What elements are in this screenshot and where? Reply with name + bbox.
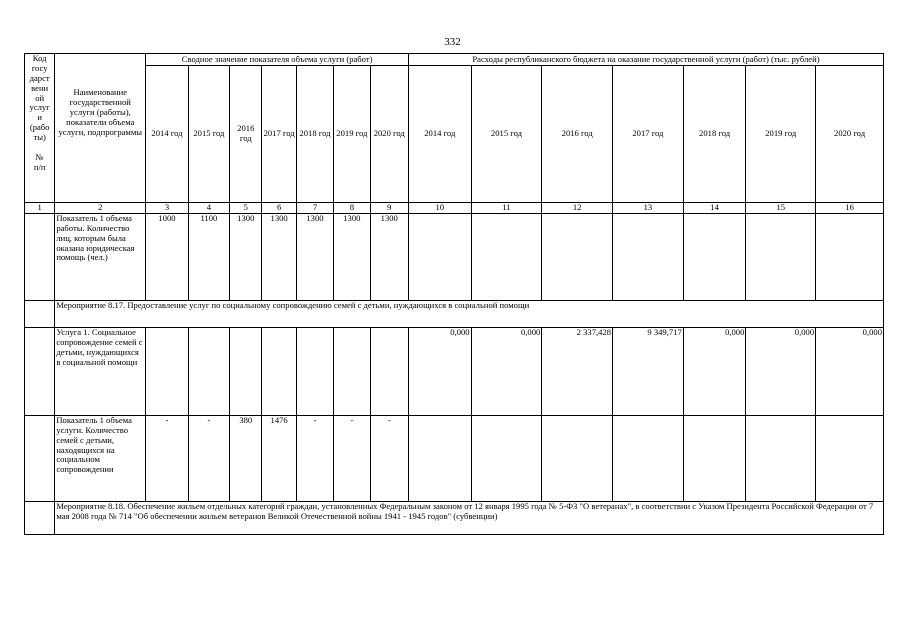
table-row [25, 415, 884, 501]
budget-cell [746, 415, 816, 501]
budget-cell: 0,000 [471, 327, 542, 415]
budget-cell [408, 415, 471, 501]
budget-cell [408, 213, 471, 300]
volume-cell: 1300 [334, 213, 370, 300]
volume-cell: - [296, 415, 333, 501]
year-volume-2016: 2016 год [230, 66, 262, 203]
col-num: 5 [230, 203, 262, 214]
col-num: 12 [542, 203, 613, 214]
volume-cell: 1300 [296, 213, 333, 300]
budget-cell [683, 213, 746, 300]
volume-cell: 380 [230, 415, 262, 501]
year-budget-2014: 2014 год [408, 66, 471, 203]
volume-cell: - [334, 415, 370, 501]
budget-cell: 0,000 [408, 327, 471, 415]
budget-cell [746, 213, 816, 300]
budget-cell: 0,000 [683, 327, 746, 415]
budget-cell: 2 337,428 [542, 327, 613, 415]
column-number-row [25, 203, 884, 214]
measure-row [25, 501, 884, 534]
budget-cell [816, 415, 884, 501]
page-number: 332 [444, 36, 461, 48]
volume-cell: 1300 [262, 213, 296, 300]
volume-cell [146, 327, 188, 415]
header-row-years [25, 66, 884, 203]
code-cell [25, 415, 55, 501]
year-volume-2018: 2018 год [296, 66, 333, 203]
header-code-text: Код госу дарст вени ой услуг и (рабо ты) № п/п [29, 53, 50, 172]
volume-cell: - [188, 415, 229, 501]
col-num: 7 [296, 203, 333, 214]
col-num: 1 [25, 203, 55, 214]
year-budget-2017: 2017 год [613, 66, 684, 203]
year-volume-2017: 2017 год [262, 66, 296, 203]
volume-cell: 1300 [230, 213, 262, 300]
col-num: 14 [683, 203, 746, 214]
header-row-groups [25, 54, 884, 66]
col-num: 10 [408, 203, 471, 214]
year-budget-2020: 2020 год [816, 66, 884, 203]
budget-cell [816, 213, 884, 300]
col-num: 9 [370, 203, 408, 214]
table-row [25, 327, 884, 415]
header-volume-group: Сводное значение показателя объема услуги (работ) [146, 54, 409, 66]
budget-cell [613, 415, 684, 501]
volume-cell [370, 327, 408, 415]
code-cell [25, 300, 55, 327]
year-volume-2019: 2019 год [334, 66, 370, 203]
col-num: 11 [471, 203, 542, 214]
col-num: 6 [262, 203, 296, 214]
year-budget-2018: 2018 год [683, 66, 746, 203]
row-name: Услуга 1. Социальное сопровождение семей с детьми, нуждающихся в социальной помощи [55, 327, 146, 415]
volume-cell [230, 327, 262, 415]
col-num: 15 [746, 203, 816, 214]
budget-cell [542, 415, 613, 501]
year-budget-2015: 2015 год [471, 66, 542, 203]
table-row [25, 213, 884, 300]
code-cell [25, 213, 55, 300]
row-name: Показатель 1 объема работы. Количество лиц, которым была оказана юридическая помощь (чел.) [55, 213, 146, 300]
year-volume-2015: 2015 год [188, 66, 229, 203]
year-budget-2019: 2019 год [746, 66, 816, 203]
budget-cell: 9 349,717 [613, 327, 684, 415]
budget-cell [683, 415, 746, 501]
budget-cell [471, 415, 542, 501]
budget-cell: 0,000 [816, 327, 884, 415]
budget-cell [613, 213, 684, 300]
volume-cell: 1100 [188, 213, 229, 300]
col-num: 16 [816, 203, 884, 214]
volume-cell: 1476 [262, 415, 296, 501]
measure-8-17-text: Мероприятие 8.17. Предоставление услуг по социальному сопровождению семей с детьми, нуждающихся в социальной помощи [55, 300, 884, 327]
col-num: 13 [613, 203, 684, 214]
volume-cell: 1300 [370, 213, 408, 300]
code-cell [25, 327, 55, 415]
header-budget-group: Расходы республиканского бюджета на оказание государственной услуги (работ) (тыс. рублей) [408, 54, 883, 66]
row-name: Показатель 1 объема услуги. Количество семей с детьми, находящихся на социальном сопровождении [55, 415, 146, 501]
measure-8-18-text: Мероприятие 8.18. Обеспечение жильем отдельных категорий граждан, установленных Федеральным законом от 12 января 1995 года № 5-ФЗ "О ветеранах", в соответствии с Указом Президента Российской Федерации от 7 мая 2008 года № 714 "Об обеспечении жильем ветеранов Великой Отечественной войны 1941 - 1945 годов" (субвенции) [55, 501, 884, 534]
budget-table [24, 53, 884, 535]
budget-cell [542, 213, 613, 300]
volume-cell: - [146, 415, 188, 501]
volume-cell [262, 327, 296, 415]
header-name-cell: Наименование государственной услуги (работы), показатели объема услуги, подпрограммы [55, 54, 146, 203]
col-num: 3 [146, 203, 188, 214]
col-num: 2 [55, 203, 146, 214]
col-num: 8 [334, 203, 370, 214]
volume-cell [334, 327, 370, 415]
year-volume-2020: 2020 год [370, 66, 408, 203]
volume-cell: 1000 [146, 213, 188, 300]
volume-cell [188, 327, 229, 415]
year-budget-2016: 2016 год [542, 66, 613, 203]
year-volume-2014: 2014 год [146, 66, 188, 203]
volume-cell: - [370, 415, 408, 501]
col-num: 4 [188, 203, 229, 214]
volume-cell [296, 327, 333, 415]
code-cell [25, 501, 55, 534]
budget-cell [471, 213, 542, 300]
budget-cell: 0,000 [746, 327, 816, 415]
measure-row [25, 300, 884, 327]
header-code-cell [25, 54, 55, 203]
